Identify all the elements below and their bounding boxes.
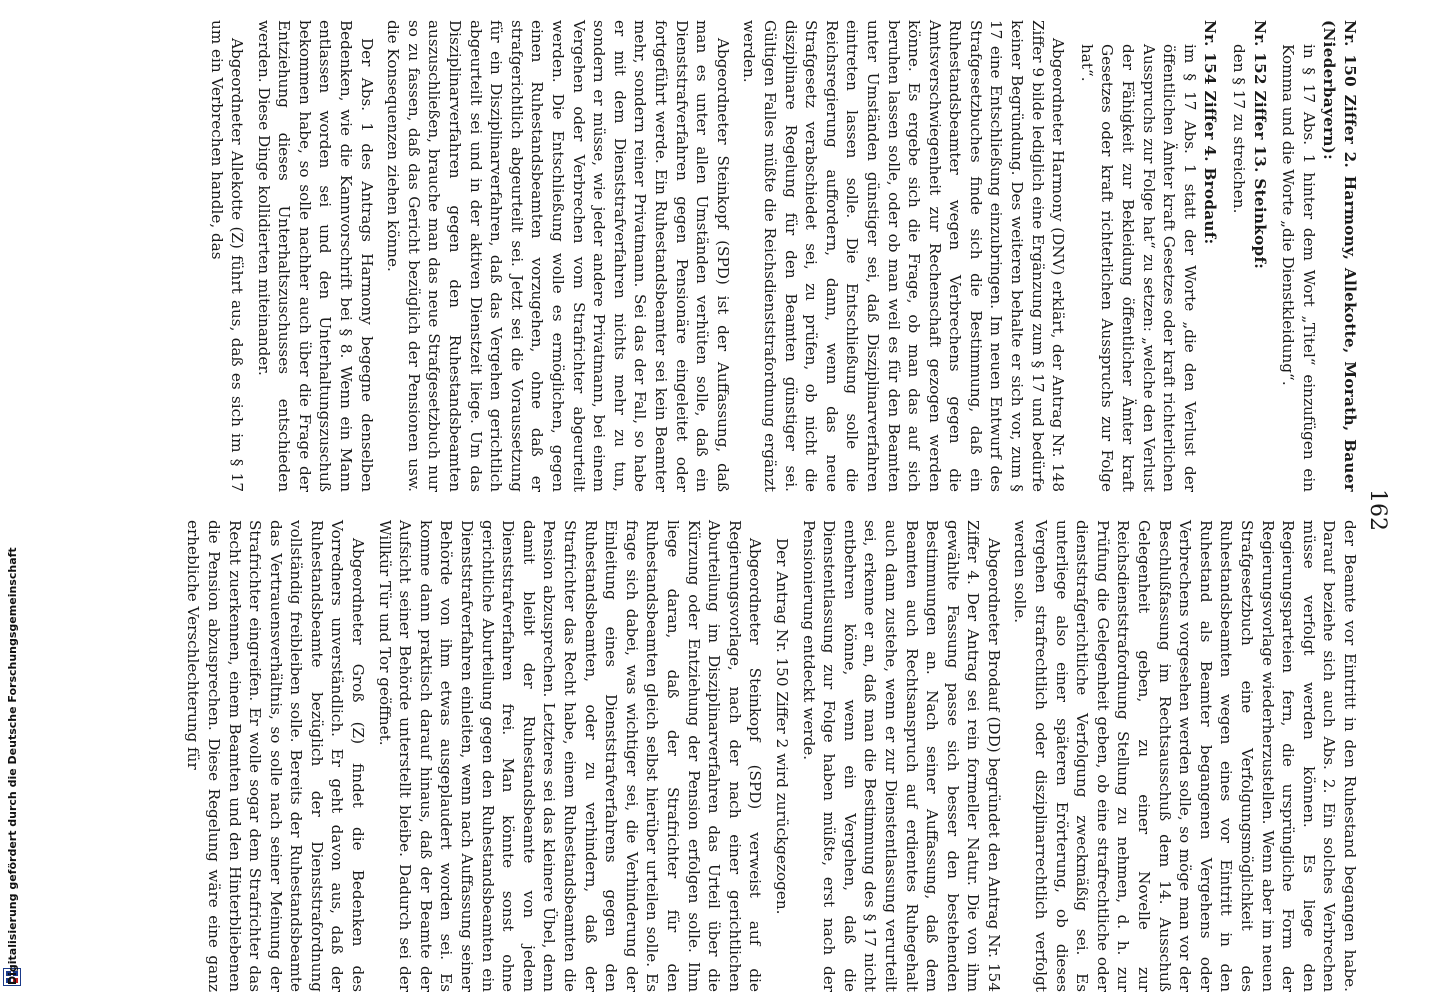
scanned-page bbox=[100, 0, 1400, 1000]
paragraph: Der Antrag Nr. 150 Ziffer 2 wird zurückgezogen. bbox=[772, 538, 791, 915]
paragraph: Abgeordneter Harmony (DNV) erklärt, der Antrag Nr. 148 Ziffer 9 bilde lediglich eine Ergänzung zum § 17 und bedürfe keiner Begründung. Des weiteren behalte er sich vor, zum § 17 eine Entschließung einzubringen. Im neuen Entwurf des Strafgesetzbuches finde sich die Bestimmung, daß ein Ruhestandsbeamter wegen Verbrechens gegen die Amtsverschwiegenheit zur Rechenschaft gezogen werden könne. Es ergebe sich die Frage, ob man das auf sich beruhen lassen solle, oder ob man weil es für den Beamten unter Umständen günstiger sei, daß Disziplinarverfahren eintreten lassen solle. Die Entschließung solle die Reichsregierung auffordern, dann, wenn das neue Strafgesetz verabschiedet sei, zu prüfen, ob nicht die disziplinare Regelung für den Beamten günstiger sei. Gültigen Falles müßte die Reichsdienststrafordnung ergänzt werden. bbox=[740, 20, 1068, 492]
paragraph: der Beamte vor Eintritt in den Ruhestand begangen habe. Darauf beziehe sich auch Abs. 2. Ein solches Verbrechen müsse verfolgt werden können. Es liege den Regierungsparteien fern, die ursprüngliche Form der Regierungsvorlage wiederherzustellen. Wenn aber im neuen Strafgesetzbuch eine Verfolgungsmöglichkeit des Ruhestandsbeamten wegen eines vor Eintritt in den Ruhestand als Beamter begangenen Vergehens oder Verbrechens vorgesehen werden solle, so möge man vor der Beschlußfassung im Rechtsausschuß dem 14. Ausschuß Gelegenheit geben, zu einer Novelle zur Reichsdienststrafordnung Stellung zu nehmen, d. h. zur Prüfung die Gelegenheit geben, ob eine strafrechtliche oder dienststrafgerichtliche Verfolgung zweckmäßig sei. Es unterliege also einer späteren Erörterung, ob dieses Vergehen strafrechtlich oder disziplinarrechtlich verfolgt werden solle. bbox=[1011, 520, 1359, 992]
paragraph: Abgeordneter Steinkopf (SPD) ist der Auffassung, daß man es unter allen Umständen verhüten solle, daß ein Dienststrafverfahren gegen Pensionäre eingeleitet oder fortgeführt werde. Ein Ruhestandsbeamter sei kein Beamter mehr, sondern reiner Privatmann. Sei das der Fall, so habe er mit dem Dienststrafverfahren nichts mehr zu tun, sondern er müsse, wie jeder andere Privatmann, bei einem Vergehen oder Verbrechen vom Strafrichter abgeurteilt werden. Die Entschließung wolle es ermöglichen, gegen einen Ruhestandsbeamten vorzugehen, ohne daß er strafgerichtlich abgeurteilt sei. Jetzt sei die Voraussetzung für ein Disziplinarverfahren, daß das Vergehen gerichtlich abgeurteilt sei und in der aktiven Dienstzeit liege. Um das Disziplinarverfahren gegen den Ruhestandsbeamten auszuschließen, brauche man das neue Strafgesetzbuch nur so zu fassen, daß das Gericht bezüglich der Pensionen usw. die Konsequenzen ziehen könne. bbox=[384, 20, 732, 492]
paragraph: Der Abs. 1 des Antrags Harmony begegne denselben Bedenken, wie die Kannvorschrift bei § 8. Wenn ein Mann entlassen worden sei und den Unterhaltungszuschuß bekommen habe, so solle nachher auch über die Frage der Entziehung dieses Unterhaltszuschusses entschieden werden. Diese Dinge kollidierten miteinander. bbox=[254, 20, 376, 492]
motion-154 bbox=[1076, 20, 1220, 492]
motion-body: den § 17 zu streichen. bbox=[1230, 44, 1249, 214]
paragraph: Abgeordneter Allekotte (Z) führt aus, daß es sich im § 17 um ein Verbrechen handle, das bbox=[207, 20, 247, 492]
left-column bbox=[200, 20, 1360, 492]
paragraph: Abgeordneter Groß (Z) findet die Bedenken des Vorredners unverständlich. Er geht davon aus, daß der Ruhestandsbeamte bezüglich der Dienststrafordnung vollständig freibleiben solle. Bereits der Ruhestandsbeamte das Vertrauensverhältnis, so solle nach seiner Meinung der Strafrichter eingreifen. Er wolle sogar dem Strafrichter das Recht zuerkennen, einem Beamten und den Hinterbliebenen die Pension abzusprechen. Diese Regelung wäre eine ganz erhebliche Verschlechterung für bbox=[184, 520, 368, 992]
motion-title: Nr. 152 Ziffer 13. Steinkopf: bbox=[1250, 20, 1269, 270]
motion-title: Nr. 154 Ziffer 4. Brodauf: bbox=[1201, 20, 1220, 245]
motion-150 bbox=[1278, 20, 1360, 492]
motion-body: im § 17 Abs. 1 statt der Worte „die den Verlust der öffentlichen Ämter kraft Gesetzes oder kraft richterlichen Ausspruchs zur Folge hat“ zu setzen: „welche den Verlust der Fähigkeit zur Bekleidung öffentlicher Ämter kraft Gesetzes oder kraft richterlichen Ausspruchs zur Folge hat“. bbox=[1077, 44, 1199, 492]
motion-body: in § 17 Abs. 1 hinter dem Wort „Titel“ einzufügen ein Komma und die Worte „die Dienstkleidung“. bbox=[1279, 44, 1318, 492]
paragraph: Abgeordneter Brodauf (DD) begründet den Antrag Nr. 154 Ziffer 4. Der Antrag sei rein formeller Natur. Die von ihm gewählte Fassung passe sich besser den bestehenden Bestimmungen an. Nach seiner Auffassung, daß dem Beamten auch Rechtsanspruch auf erdientes Ruhegehalt auch dann zustehe, wenn er zur Dienstentlassung verurteilt sei, erkenne er an, daß man die Bestimmung des § 17 nicht entbehren könne, wenn ein Vergehen, daß die Dienstentlassung zur Folge haben müßte, erst nach der Pensionierung entdeckt werde. bbox=[799, 520, 1003, 992]
credit-text: Digitalisierung gefördert durch die Deutsche Forschungsgemeinschaft bbox=[6, 547, 19, 985]
motion-152 bbox=[1228, 20, 1269, 492]
right-column bbox=[177, 520, 1360, 992]
digitization-credit bbox=[0, 0, 24, 1000]
page-number: 162 bbox=[1365, 489, 1390, 531]
paragraph: Abgeordneter Steinkopf (SPD) verweist auf die Regierungsvorlage, nach der nach einer gerichtlichen Aburteilung im Disziplinarverfahren das Urteil über die Kürzung oder Entziehung der Pension erfolgen solle. Ihm liege daran, daß der Strafrichter für den Ruhestandsbeamten gleich selbst hierüber urteilen solle. Es frage sich dabei, was wichtiger sei, die Verhinderung der Einleitung eines Dienststrafverfahrens gegen den Ruhestandsbeamten, oder zu verhindern, daß der Strafrichter das Recht habe, einem Ruhestandsbeamten die Pension abzusprechen. Letzteres sei das kleinere Übel, denn damit bleibt der Ruhestandsbeamte von jedem Dienststrafverfahren frei. Man könnte sonst ohne gerichtliche Aburteilung gegen den Ruhestandsbeamten ein Dienststrafverfahren einleiten, wenn nach Auffassung seiner Behörde von ihm etwas ausgeplaudert worden sei. Es komme dann praktisch darauf hinaus, daß der Beamte der Aufsicht seiner Behörde unterstellt bleibe. Dadurch sei der Willkür Tür und Tor geöffnet. bbox=[375, 520, 765, 992]
motion-title: Nr. 150 Ziffer 2. Harmony, Allekotte, Morath, Bauer (Niederbayern): bbox=[1320, 20, 1359, 492]
